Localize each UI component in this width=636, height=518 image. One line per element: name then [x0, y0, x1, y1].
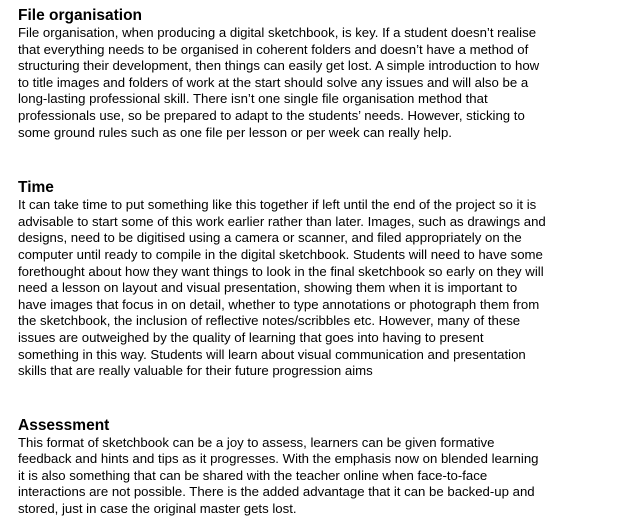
document [18, 6, 618, 518]
body-line: professionals use, so be prepared to adapt to the students’ needs. However, sticking to [18, 107, 525, 123]
section-heading: Assessment [18, 416, 110, 434]
body-line: the sketchbook, the inclusion of reflective notes/scribbles etc. However, many of these [18, 313, 521, 329]
body-line: advisable to start some of this work earlier rather than later. Images, such as drawings and [18, 213, 546, 229]
section-body [18, 25, 618, 141]
body-line: it is also something that can be shared with the teacher online when face-to-face [18, 467, 488, 483]
body-line: interactions are not possible. There is the added advantage that it can be backed-up and [18, 484, 535, 500]
section-time [18, 178, 618, 380]
body-line: File organisation, when producing a digital sketchbook, is key. If a student doesn’t realise [18, 25, 537, 40]
body-line: to title images and folders of work at the start should solve any issues and will also be a [18, 74, 529, 90]
body-line: something in this way. Students will learn about visual communication and presentation [18, 346, 526, 362]
body-line: computer until ready to compile in the digital sketchbook. Students will need to have some [18, 246, 543, 262]
body-line: forethought about how they want things to look in the final sketchbook so early on they will [18, 263, 544, 279]
body-line: have images that focus in on detail, whether to type annotations or photograph them from [18, 296, 540, 312]
body-line: feedback and hints and tips as it progresses. With the emphasis now on blended learning [18, 451, 539, 467]
body-line: need a lesson on layout and visual presentation, showing them when it is important to [18, 280, 518, 296]
body-line: long-lasting professional skill. There isn’t one single file organisation method that [18, 91, 488, 107]
section-assessment [18, 416, 618, 518]
section-body [18, 435, 618, 518]
section-heading: Time [18, 179, 54, 197]
section-heading: File organisation [18, 7, 143, 24]
body-line: designs, need to be digitised using a camera or scanner, and filed appropriately on the [18, 230, 522, 246]
section-file-organisation [18, 6, 618, 141]
body-line: This format of sketchbook can be a joy to assess, learners can be given formative [18, 434, 495, 450]
body-line: issues are outweighed by the quality of learning that goes into having to present [18, 329, 484, 345]
body-line: structuring their development, then things can easily get lost. A simple introduction to how [18, 58, 540, 74]
body-line: some ground rules such as one file per lesson or per week can really help. [18, 124, 452, 140]
section-body [18, 197, 618, 380]
body-line: It can take time to put something like this together if left until the end of the project so it is [18, 197, 537, 213]
body-line: skills that are really valuable for their future progression aims [18, 363, 373, 379]
body-line: that everything needs to be organised in coherent folders and doesn’t have a method of [18, 41, 529, 57]
body-line: stored, just in case the original master gets lost. [18, 501, 297, 517]
